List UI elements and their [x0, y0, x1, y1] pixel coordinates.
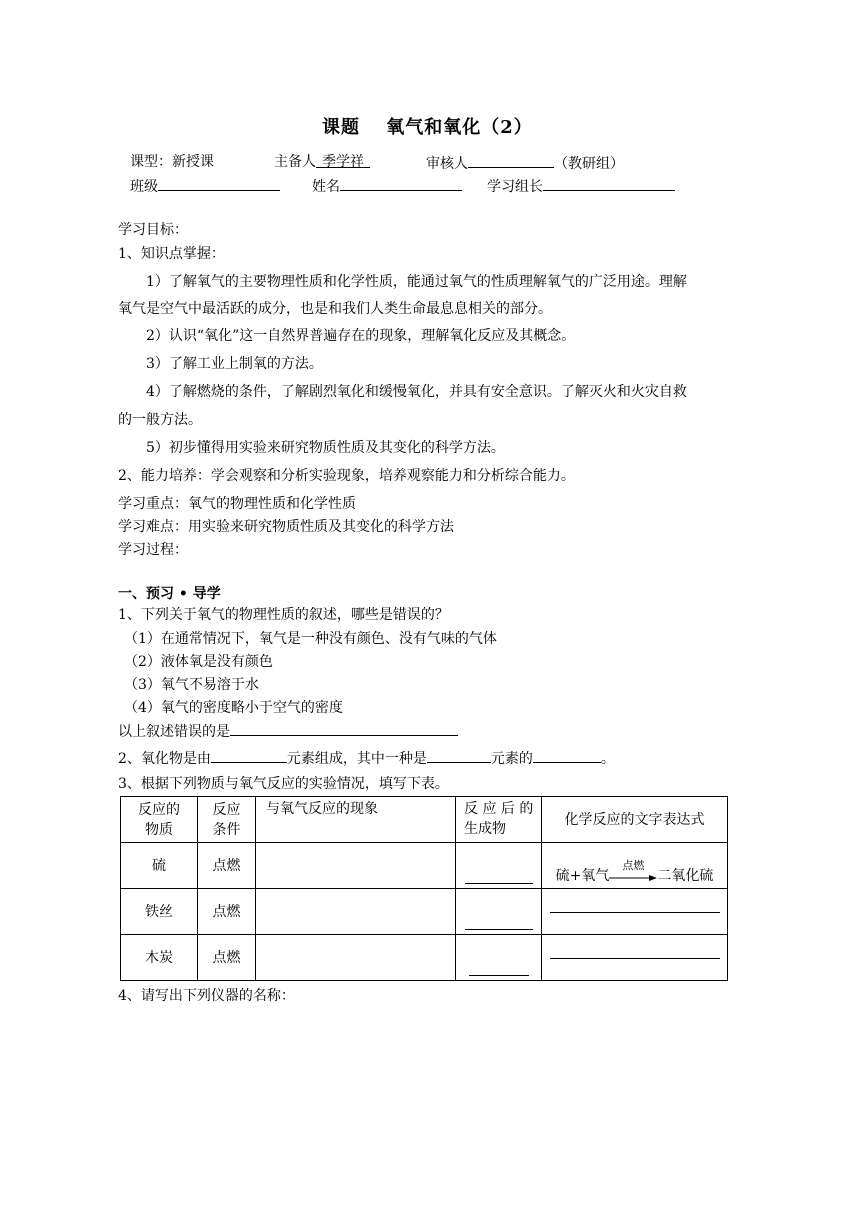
row-equation-cell: [542, 843, 728, 889]
equation-blank: [550, 911, 720, 913]
product-blank: [469, 974, 529, 976]
goal-item-2: 2）认识“氧化”这一自然界普遍存在的现象，理解氧化反应及其概念。: [146, 328, 576, 344]
row-condition: 点燃: [198, 843, 256, 889]
row-condition: 点燃: [198, 889, 256, 935]
ability-goal: 2、能力培养：学会观察和分析实验现象，培养观察能力和分析综合能力。: [118, 468, 575, 484]
equation-blank: [550, 957, 720, 959]
header-substance: [121, 797, 198, 843]
product-blank: [465, 882, 533, 884]
page-title: 课题 氧气和氧化（2）: [322, 117, 533, 138]
row-condition: 点燃: [198, 935, 256, 981]
header-product-line-2: 生成物: [464, 821, 506, 837]
question-1-option-3: （3）氧气不易溶于水: [124, 677, 259, 693]
class-blank[interactable]: [158, 175, 280, 191]
header-condition-line-2: 条件: [212, 821, 241, 838]
class-label: 班级: [130, 179, 158, 195]
question-1-option-1: （1）在通常情况下，氧气是一种没有颜色、没有气味的气体: [124, 631, 497, 647]
question-2-text-3: 元素的: [490, 751, 533, 767]
row-substance: 硫: [121, 843, 198, 889]
process-heading: 学习过程：: [118, 542, 188, 558]
header-condition: [198, 797, 256, 843]
row-substance: 铁丝: [121, 889, 198, 935]
row-equation-cell[interactable]: [542, 889, 728, 935]
class-field: [130, 175, 280, 197]
goal-item-4-line-2: 的一般方法。: [118, 412, 202, 428]
row-product-cell[interactable]: [456, 889, 542, 935]
name-field: [312, 175, 462, 197]
product-blank: [465, 928, 533, 930]
reviewer-note: （教研组）: [554, 156, 624, 172]
reaction-arrow: [609, 859, 657, 886]
goal-item-3: 3）了解工业上制氧的方法。: [146, 356, 323, 372]
question-1: 1、下列关于氧气的物理性质的叙述，哪些是错误的？: [118, 607, 449, 623]
arrow-icon: [609, 875, 657, 881]
header-phenomenon: 与氧气反应的现象: [256, 797, 456, 843]
row-product-cell[interactable]: [456, 935, 542, 981]
preparer-name: 季学祥: [316, 152, 370, 168]
question-4: 4、请写出下列仪器的名称：: [118, 988, 295, 1004]
leader-label: 学习组长: [487, 179, 543, 195]
question-2-text-4: 。: [600, 751, 615, 767]
reviewer-blank[interactable]: [468, 152, 554, 168]
goal-item-1-line-1: 1）了解氧气的主要物理性质和化学性质，能通过氧气的性质理解氧气的广泛用途。理解: [146, 274, 687, 290]
question-1-answer-label: 以上叙述错误的是: [118, 724, 230, 740]
row-phenomenon-cell[interactable]: [256, 935, 456, 981]
section-heading: 一、预习 • 导学: [118, 586, 221, 602]
question-3: 3、根据下列物质与氧气反应的实验情况，填写下表。: [118, 776, 449, 792]
row-substance: 木炭: [121, 935, 198, 981]
reviewer-field: [426, 152, 624, 174]
header-product-line-1: 反 应 后 的: [464, 801, 534, 817]
knowledge-heading: 1、知识点掌握：: [118, 246, 225, 262]
goal-item-4-line-1: 4）了解燃烧的条件，了解剧烈氧化和缓慢氧化，并具有安全意识。了解灭火和火灾自救: [146, 384, 687, 400]
question-1-answer-blank[interactable]: [230, 720, 458, 736]
question-2: [118, 747, 615, 769]
row-phenomenon-cell[interactable]: [256, 889, 456, 935]
goals-heading: 学习目标：: [118, 222, 188, 238]
question-2-text-2: 元素组成，其中一种是: [286, 751, 427, 767]
arrow-condition-label: 点燃: [622, 859, 645, 872]
equation-right: 二氧化硫: [657, 868, 714, 884]
header-condition-line-1: 反应: [212, 801, 241, 818]
leader-blank[interactable]: [543, 175, 675, 191]
table-row: [121, 935, 728, 981]
question-2-blank-2[interactable]: [427, 747, 491, 763]
header-product: [456, 797, 542, 843]
name-label: 姓名: [312, 179, 340, 195]
leader-field: [487, 175, 675, 197]
difficulty: 学习难点：用实验来研究物质性质及其变化的科学方法: [118, 519, 454, 535]
question-2-blank-1[interactable]: [211, 747, 287, 763]
question-2-text-1: 2、氧化物是由: [118, 751, 211, 767]
table-header-row: [121, 797, 728, 843]
question-2-blank-3[interactable]: [533, 747, 601, 763]
header-equation: 化学反应的文字表达式: [542, 797, 728, 843]
question-1-option-4: （4）氧气的密度略小于空气的密度: [124, 700, 343, 716]
row-equation-cell[interactable]: [542, 935, 728, 981]
equation-left: 硫+氧气: [555, 868, 610, 884]
key-point: 学习重点：氧气的物理性质和化学性质: [118, 496, 356, 512]
reviewer-label: 审核人: [426, 156, 468, 172]
name-blank[interactable]: [340, 175, 462, 191]
header-substance-line-2: 物质: [145, 821, 173, 838]
goal-item-1-line-2: 氧气是空气中最活跃的成分，也是和我们人类生命最息息相关的部分。: [118, 301, 552, 317]
table-row: [121, 843, 728, 889]
preparer-label: 主备人: [274, 154, 316, 170]
preparer-field: [274, 152, 370, 172]
header-substance-line-1: 反应的: [138, 801, 180, 818]
table-row: [121, 889, 728, 935]
question-1-option-2: （2）液体氧是没有颜色: [124, 654, 273, 670]
row-phenomenon-cell[interactable]: [256, 843, 456, 889]
goal-item-5: 5）初步懂得用实验来研究物质性质及其变化的科学方法。: [146, 440, 505, 456]
row-product-cell[interactable]: [456, 843, 542, 889]
reaction-table: [120, 796, 728, 981]
lesson-type: 课型：新授课: [130, 154, 214, 170]
question-1-answer: [118, 720, 458, 742]
